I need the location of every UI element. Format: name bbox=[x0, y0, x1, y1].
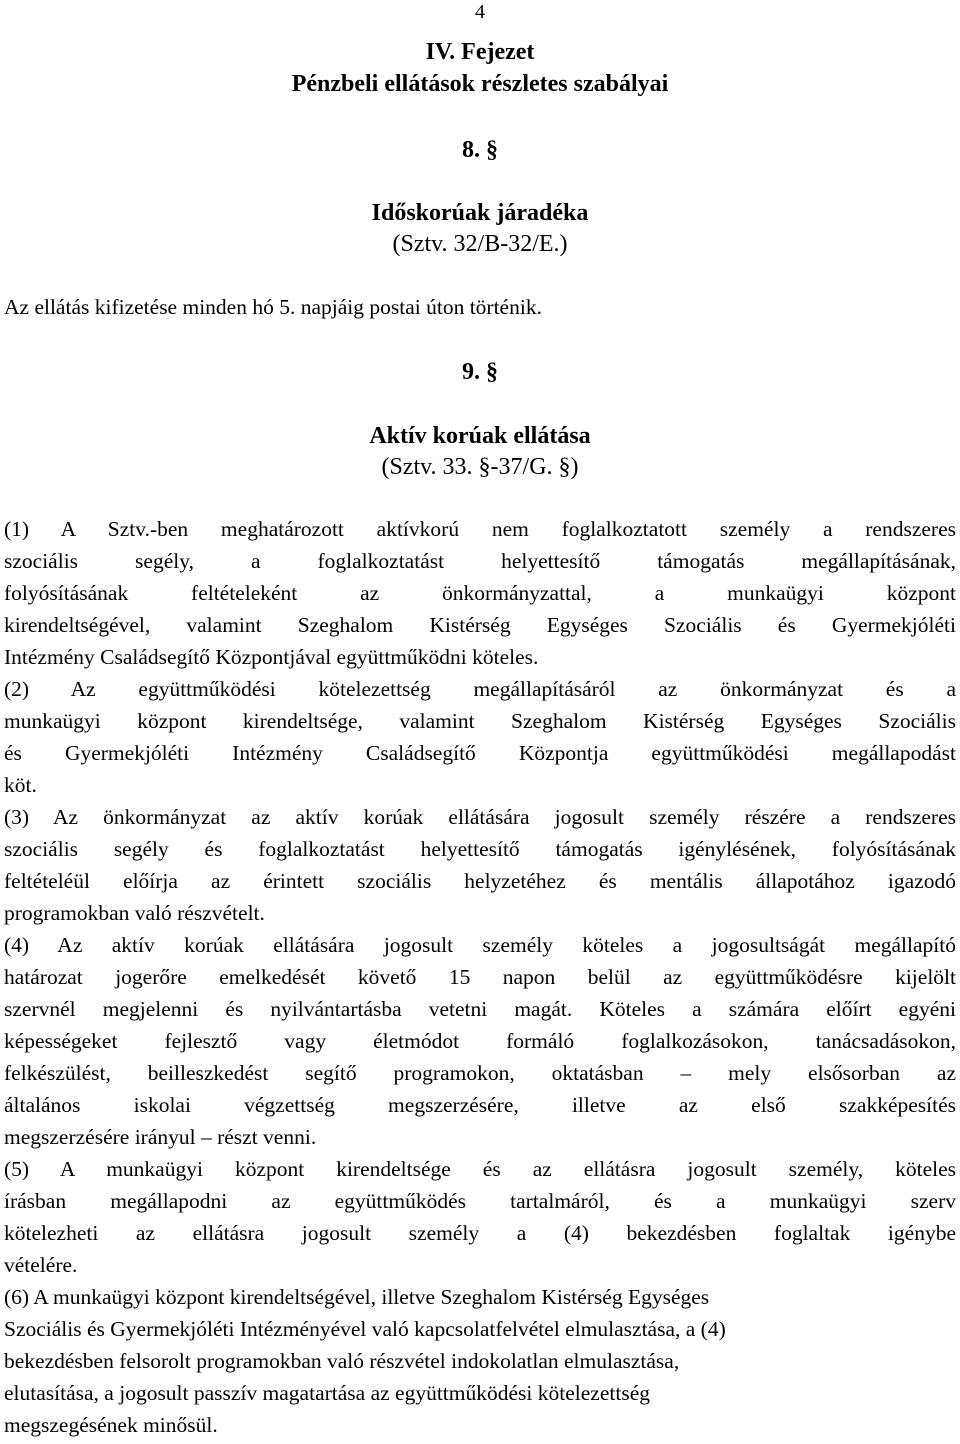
body-line: kötelezheti az ellátásra jogosult személy a (4) bekezdésben foglaltak igénybe bbox=[4, 1221, 956, 1245]
section-8-title: Időskorúak járadéka bbox=[371, 200, 589, 226]
body-line: bekezdésben felsorolt programokban való részvétel indokolatlan elmulasztása, bbox=[4, 1349, 680, 1373]
body-line: határozat jogerőre emelkedését követő 15 napon belül az együttműködésre kijelölt bbox=[4, 965, 956, 989]
body-line: elutasítása, a jogosult passzív magatartása az együttműködési kötelezettség bbox=[4, 1381, 650, 1405]
body-line: vételére. bbox=[4, 1253, 78, 1277]
section-8-text: Az ellátás kifizetése minden hó 5. napjáig postai úton történik. bbox=[4, 295, 542, 319]
section-8-reference: (Sztv. 32/B-32/E.) bbox=[392, 231, 568, 257]
body-line: képességeket fejlesztő vagy életmódot formáló foglalkozásokon, tanácsadásokon, bbox=[4, 1029, 956, 1053]
body-line: (6) A munkaügyi központ kirendeltségével, illetve Szeghalom Kistérség Egységes bbox=[4, 1285, 710, 1309]
body-line: (1) A Sztv.-ben meghatározott aktívkorú nem foglalkoztatott személy a rendszeres bbox=[4, 517, 956, 541]
body-line: írásban megállapodni az együttműködés tartalmáról, és a munkaügyi szerv bbox=[4, 1189, 956, 1213]
body-line: feltételéül előírja az érintett szociális helyzetéhez és mentális állapotához igazodó bbox=[4, 869, 956, 893]
body-line: Intézmény Családsegítő Központjával együttműködni köteles. bbox=[4, 645, 539, 669]
chapter-number: IV. Fejezet bbox=[425, 39, 535, 65]
body-line: kirendeltségével, valamint Szeghalom Kistérség Egységes Szociális és Gyermekjóléti bbox=[4, 613, 956, 637]
body-line: Szociális és Gyermekjóléti Intézményével való kapcsolatfelvétel elmulasztása, a (4) bbox=[4, 1317, 726, 1341]
chapter-title: Pénzbeli ellátások részletes szabályai bbox=[291, 71, 669, 97]
body-line: munkaügyi központ kirendeltsége, valamint Szeghalom Kistérség Egységes Szociális bbox=[4, 709, 956, 733]
body-line: szervnél megjelenni és nyilvántartásba vetetni magát. Köteles a számára előírt egyéni bbox=[4, 997, 956, 1021]
body-line: (2) Az együttműködési kötelezettség megállapításáról az önkormányzat és a bbox=[4, 677, 956, 701]
body-line: szociális segély, a foglalkoztatást helyettesítő támogatás megállapításának, bbox=[4, 549, 956, 573]
page-number: 4 bbox=[475, 1, 485, 23]
body-line: megszegésének minősül. bbox=[4, 1413, 218, 1437]
body-line: folyósításának feltételeként az önkormányzattal, a munkaügyi központ bbox=[4, 581, 956, 605]
body-line: és Gyermekjóléti Intézmény Családsegítő Központja együttműködési megállapodást bbox=[4, 741, 956, 765]
body-line: (5) A munkaügyi központ kirendeltsége és az ellátásra jogosult személy, köteles bbox=[4, 1157, 956, 1181]
section-9-number: 9. § bbox=[462, 359, 498, 385]
body-line: (3) Az önkormányzat az aktív korúak ellátására jogosult személy részére a rendszeres bbox=[4, 805, 956, 829]
body-line: szociális segély és foglalkoztatást helyettesítő támogatás igénylésének, folyósításának bbox=[4, 837, 956, 861]
body-line: általános iskolai végzettség megszerzésére, illetve az első szakképesítés bbox=[4, 1093, 956, 1117]
body-line: (4) Az aktív korúak ellátására jogosult személy köteles a jogosultságát megállapító bbox=[4, 933, 956, 957]
body-line: felkészülést, beilleszkedést segítő programokon, oktatásban – mely elsősorban az bbox=[4, 1061, 956, 1085]
section-8-number: 8. § bbox=[462, 137, 498, 163]
body-line: programokban való részvételt. bbox=[4, 901, 265, 925]
body-line: megszerzésére irányul – részt venni. bbox=[4, 1125, 317, 1149]
section-9-title: Aktív korúak ellátása bbox=[369, 423, 591, 449]
section-9-reference: (Sztv. 33. §-37/G. §) bbox=[381, 454, 579, 480]
body-line: köt. bbox=[4, 773, 37, 797]
